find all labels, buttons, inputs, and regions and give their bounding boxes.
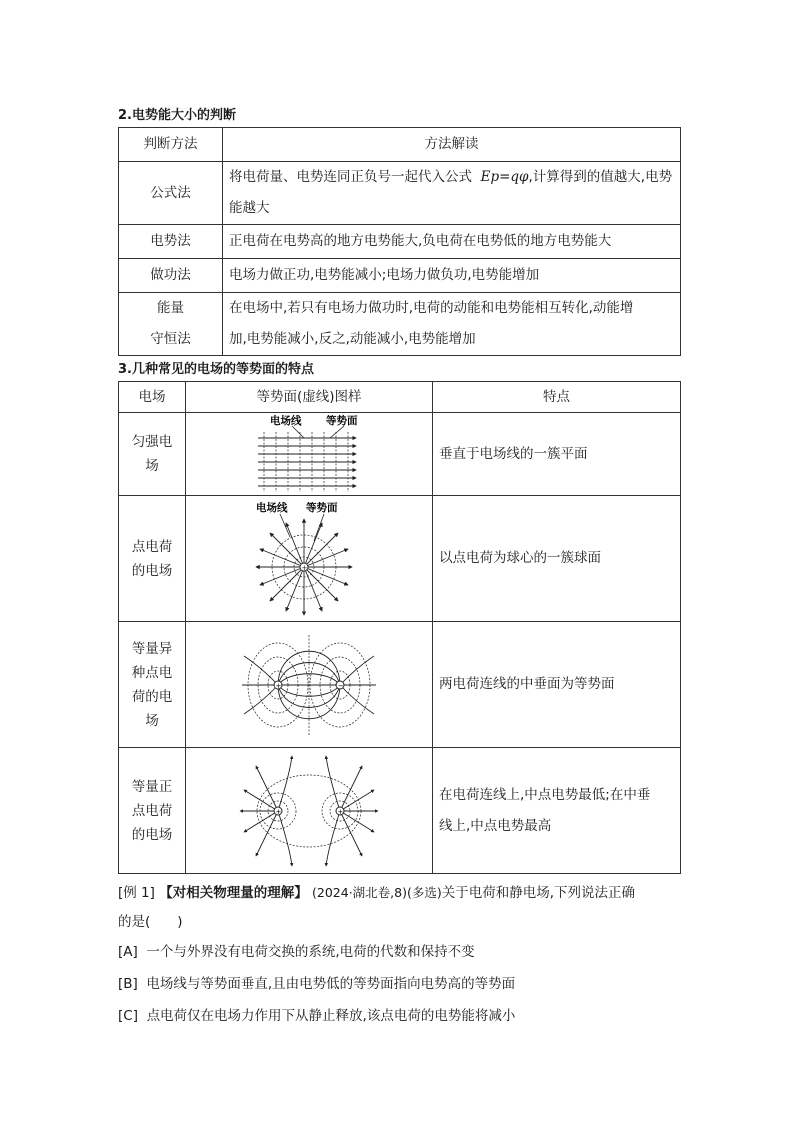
option-c (118, 1006, 688, 1027)
option-key: [C] (118, 1008, 138, 1024)
field-cell (119, 496, 186, 622)
example-tag: [例 1] (118, 885, 155, 901)
header-field: 电场 (119, 382, 186, 413)
equipotential-label: 等势面 (326, 415, 358, 427)
svg-text:+: + (301, 563, 308, 572)
explanation-text: 将电荷量、电势连同正负号一起代入公式 (229, 169, 472, 185)
method-cell (119, 293, 223, 356)
option-text: 电场线与等势面垂直,且由电势低的等势面指向电势高的等势面 (146, 976, 516, 992)
field-line: 的电场 (131, 562, 173, 579)
section-3-title: 3.几种常见的电场的等势面的特点 (118, 362, 314, 377)
table-row (119, 622, 681, 748)
field-line: 等量异 (131, 640, 173, 657)
potential-energy-table (118, 127, 681, 356)
feature-cell: 两电荷连线的中垂面为等势面 (433, 622, 681, 748)
field-cell (119, 622, 186, 748)
table-header-row (119, 382, 681, 413)
field-line: 场 (145, 458, 159, 474)
feature-cell (433, 748, 681, 874)
uniform-field-diagram (234, 414, 384, 494)
diagram-cell (186, 496, 433, 622)
diagram-cell (186, 748, 433, 874)
dipole-diagram (234, 630, 384, 740)
table-row (119, 293, 681, 356)
example-question (118, 882, 688, 904)
method-cell: 做功法 (119, 259, 223, 293)
option-key: [A] (118, 944, 138, 960)
table-row (119, 748, 681, 874)
field-line-label: 电场线 (256, 501, 288, 514)
option-key: [B] (118, 976, 138, 992)
like-charges-diagram (234, 752, 384, 870)
field-line: 匀强电 (131, 434, 173, 450)
explanation-cell: 电场力做正功,电势能减小;电场力做负功,电势能增加 (223, 259, 681, 293)
field-line: 点电荷 (131, 538, 173, 555)
svg-text:+: + (275, 681, 282, 690)
method-cell: 电势法 (119, 225, 223, 259)
table-header-row (119, 128, 681, 162)
field-line: 种点电 (131, 664, 173, 681)
field-line: 点电荷 (131, 802, 173, 819)
field-line: 等量正 (131, 778, 173, 795)
table-row (119, 162, 681, 225)
field-cell (119, 413, 186, 496)
question-text: 关于电荷和静电场,下列说法正确 (441, 885, 636, 901)
explanation-cell (223, 162, 681, 225)
table-row (119, 225, 681, 259)
explanation-line: 加,电势能减小,反之,动能减小,电势能增加 (229, 331, 476, 347)
feature-cell: 以点电荷为球心的一簇球面 (433, 496, 681, 622)
field-cell (119, 748, 186, 874)
equipotential-label: 等势面 (306, 501, 338, 514)
point-charge-diagram (234, 499, 384, 619)
header-method: 判断方法 (119, 128, 223, 162)
section-2-title: 2.电势能大小的判断 (118, 108, 236, 123)
feature-cell: 垂直于电场线的一簇平面 (433, 413, 681, 496)
explanation-text: ,计算得到的值越大,电势能越大 (229, 169, 673, 216)
option-a (118, 942, 688, 963)
option-text: 点电荷仅在电场力作用下从静止释放,该点电荷的电势能将减小 (146, 1008, 516, 1024)
feature-line: 在电荷连线上,中点电势最低;在中垂 (439, 786, 651, 803)
example-topic: 【对相关物理量的理解】 (159, 885, 308, 901)
explanation-cell (223, 293, 681, 356)
option-b (118, 974, 688, 995)
option-text: 一个与外界没有电荷交换的系统,电荷的代数和保持不变 (146, 944, 475, 960)
header-explanation: 方法解读 (223, 128, 681, 162)
svg-text:+: + (275, 807, 282, 816)
header-diagram: 等势面(虚线)图样 (186, 382, 433, 413)
svg-text:+: + (337, 807, 344, 816)
feature-line: 线上,中点电势最高 (439, 817, 552, 834)
field-line: 的电场 (131, 826, 173, 843)
field-line-label: 电场线 (270, 415, 302, 427)
explanation-cell: 正电荷在电势高的地方电势能大,负电荷在电势低的地方电势能大 (223, 225, 681, 259)
table-row (119, 413, 681, 496)
method-cell: 公式法 (119, 162, 223, 225)
equipotential-table (118, 381, 681, 874)
example-source: (2024·湖北卷,8)(多选) (312, 885, 442, 900)
diagram-cell (186, 622, 433, 748)
table-row (119, 259, 681, 293)
method-line: 能量 (157, 300, 184, 316)
explanation-line: 在电场中,若只有电场力做功时,电荷的动能和电势能相互转化,动能增 (229, 300, 634, 316)
formula: Ep=qφ (480, 169, 529, 185)
field-line: 场 (145, 712, 159, 729)
header-feature: 特点 (433, 382, 681, 413)
table-row (119, 496, 681, 622)
field-line: 荷的电 (131, 688, 173, 705)
diagram-cell (186, 413, 433, 496)
method-line: 守恒法 (150, 331, 191, 347)
question-text-continued: 的是( ) (118, 914, 183, 930)
svg-text:−: − (338, 681, 344, 690)
